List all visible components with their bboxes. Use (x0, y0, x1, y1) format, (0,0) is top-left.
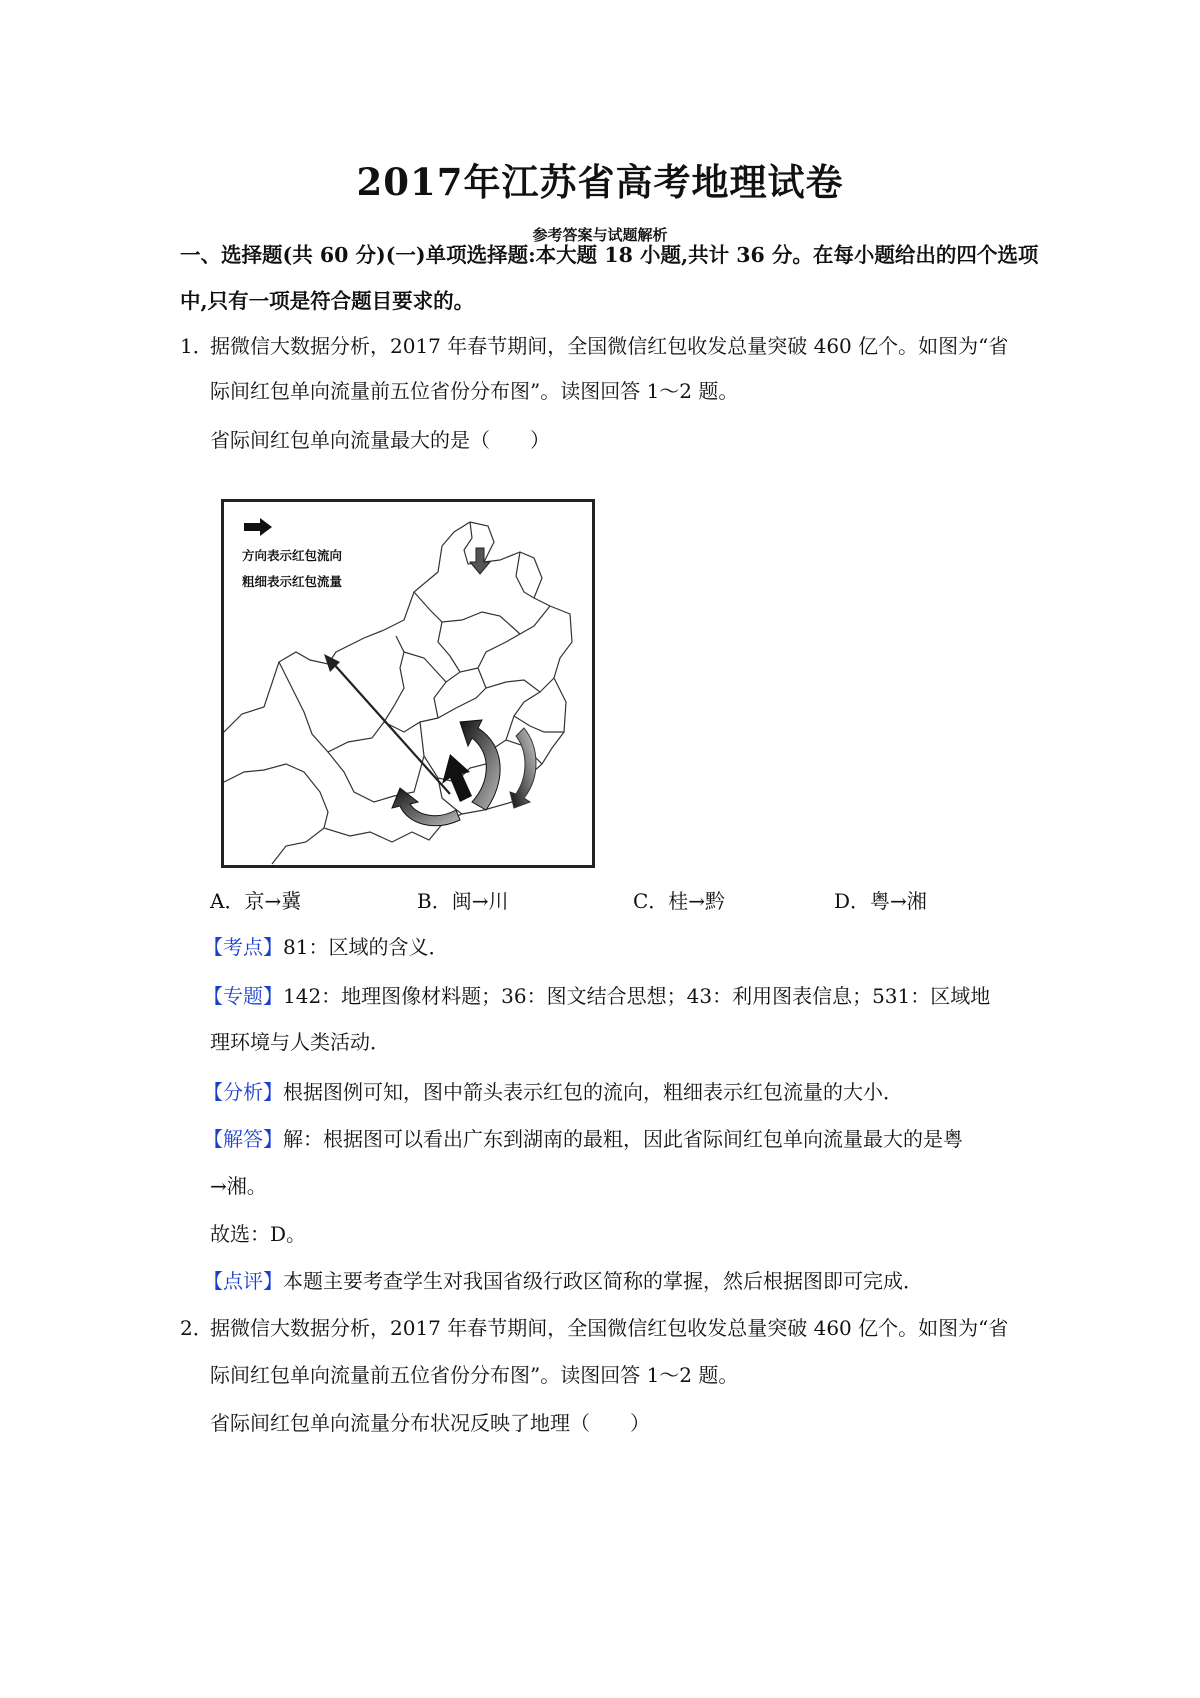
red-packet-flow-map (221, 499, 595, 868)
dianping-text: 本题主要考查学生对我国省级行政区简称的掌握，然后根据图即可完成． (283, 1269, 923, 1293)
option-a: A．京→冀 (210, 889, 302, 913)
dianping-tag: 【点评】 (203, 1269, 283, 1293)
jieda-text-line2: →湘。 (210, 1174, 267, 1198)
answer-line: 故选：D。 (210, 1222, 307, 1246)
zhuanti-row (203, 981, 1063, 1011)
page-subtitle: 参考答案与试题解析 (532, 226, 668, 244)
legend-line1: 方向表示红包流向 (242, 548, 343, 563)
kaodian-row (203, 932, 1063, 962)
kaodian-text: 81：区域的含义． (283, 935, 449, 959)
legend-line2: 粗细表示红包流量 (242, 574, 343, 589)
option-c: C．桂→黔 (633, 889, 726, 913)
jieda-text-line1: 解：根据图可以看出广东到湖南的最粗，因此省际间红包单向流量最大的是粤 (283, 1127, 963, 1151)
fenxi-row (203, 1077, 1063, 1107)
jieda-tag: 【解答】 (203, 1127, 283, 1151)
question-1-number: 1． (180, 334, 213, 358)
arrow-curved-right-icon (510, 728, 536, 808)
zhuanti-tag: 【专题】 (203, 984, 283, 1008)
question-2-stem-line2: 际间红包单向流量前五位省份分布图”。读图回答 1～2 题。 (210, 1363, 739, 1387)
question-2-stem-line1: 据微信大数据分析，2017 年春节期间，全国微信红包收发总量突破 460 亿个。如图为“省 (210, 1316, 1009, 1340)
arrow-up-dark-icon (442, 754, 472, 802)
zhuanti-text-line1: 142：地理图像材料题；36：图文结合思想；43：利用图表信息；531：区域地 (283, 984, 991, 1008)
arrow-jing-to-ji-icon (470, 548, 490, 574)
section-header-line1: 一、选择题(共 60 分)(一)单项选择题:本大题 18 小题,共计 36 分。在每小题给出的四个选项 (180, 243, 1039, 267)
fenxi-text: 根据图例可知，图中箭头表示红包的流向，粗细表示红包流量的大小． (283, 1080, 903, 1104)
kaodian-tag: 【考点】 (203, 935, 283, 959)
question-2-number: 2． (180, 1316, 213, 1340)
option-d: D．粤→湘 (834, 889, 927, 913)
arrow-long-thin-icon (324, 654, 450, 794)
page-title: 2017年江苏省高考地理试卷 (356, 160, 844, 204)
zhuanti-text-line2: 理环境与人类活动． (210, 1030, 390, 1054)
question-1-prompt: 省际间红包单向流量最大的是（ ） (210, 428, 550, 452)
question-1-stem-line1: 据微信大数据分析，2017 年春节期间，全国微信红包收发总量突破 460 亿个。如图为“省 (210, 334, 1009, 358)
legend-arrow-icon (244, 518, 272, 536)
question-2-prompt: 省际间红包单向流量分布状况反映了地理（ ） (210, 1411, 650, 1435)
section-header-line2: 中,只有一项是符合题目要求的。 (180, 289, 475, 313)
option-b: B．闽→川 (417, 889, 509, 913)
jieda-row (203, 1124, 1063, 1154)
map-svg (224, 502, 592, 865)
dianping-row (203, 1266, 1063, 1296)
question-1-stem-line2: 际间红包单向流量前五位省份分布图”。读图回答 1～2 题。 (210, 379, 739, 403)
fenxi-tag: 【分析】 (203, 1080, 283, 1104)
